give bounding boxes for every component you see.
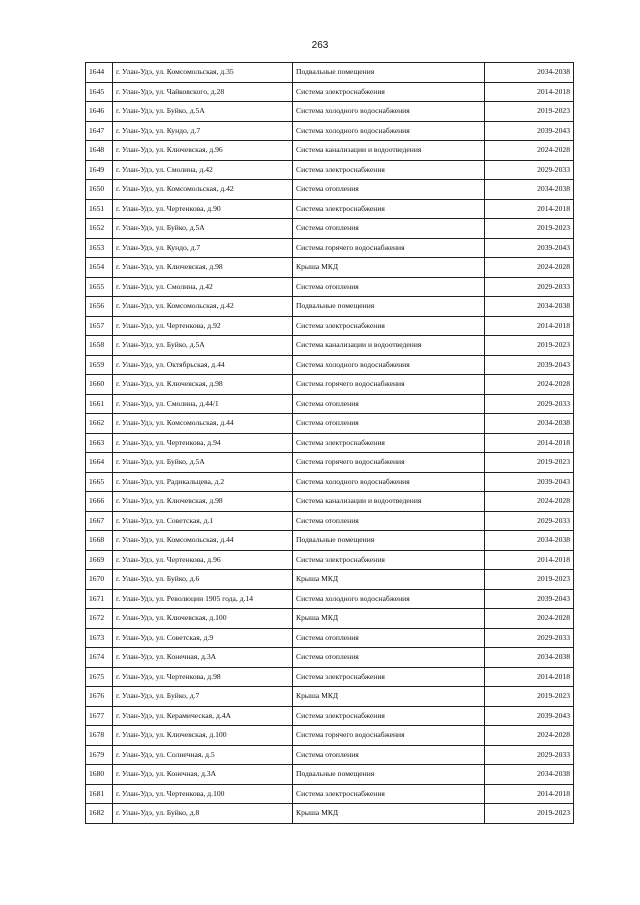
system-cell: Система отопления xyxy=(293,628,485,648)
table-row xyxy=(86,219,574,239)
period-cell: 2024-2028 xyxy=(485,609,574,629)
period-cell: 2039-2043 xyxy=(485,238,574,258)
row-number-cell: 1680 xyxy=(86,765,113,785)
system-cell: Крыша МКД xyxy=(293,804,485,824)
row-number-cell: 1660 xyxy=(86,375,113,395)
system-cell: Крыша МКД xyxy=(293,609,485,629)
period-cell: 2019-2023 xyxy=(485,219,574,239)
address-cell: г. Улан-Удэ, ул. Буйко, д.5А xyxy=(113,336,293,356)
table-row xyxy=(86,297,574,317)
row-number-cell: 1681 xyxy=(86,784,113,804)
address-cell: г. Улан-Удэ, ул. Буйко, д.6 xyxy=(113,570,293,590)
address-cell: г. Улан-Удэ, ул. Смолина, д.42 xyxy=(113,160,293,180)
table-row xyxy=(86,628,574,648)
system-cell: Система горячего водоснабжения xyxy=(293,453,485,473)
address-cell: г. Улан-Удэ, ул. Ключевская, д.98 xyxy=(113,375,293,395)
period-cell: 2024-2028 xyxy=(485,258,574,278)
address-cell: г. Улан-Удэ, ул. Чертенкова, д.94 xyxy=(113,433,293,453)
period-cell: 2034-2038 xyxy=(485,414,574,434)
system-cell: Система отопления xyxy=(293,219,485,239)
table-row xyxy=(86,550,574,570)
system-cell: Система отопления xyxy=(293,277,485,297)
system-cell: Система горячего водоснабжения xyxy=(293,238,485,258)
table-row xyxy=(86,141,574,161)
address-cell: г. Улан-Удэ, ул. Комсомольская, д.44 xyxy=(113,531,293,551)
table-row xyxy=(86,765,574,785)
address-cell: г. Улан-Удэ, ул. Конечная, д.3А xyxy=(113,765,293,785)
table-row xyxy=(86,336,574,356)
row-number-cell: 1658 xyxy=(86,336,113,356)
period-cell: 2034-2038 xyxy=(485,648,574,668)
system-cell: Система горячего водоснабжения xyxy=(293,375,485,395)
table-row xyxy=(86,570,574,590)
table-row xyxy=(86,316,574,336)
row-number-cell: 1659 xyxy=(86,355,113,375)
repair-schedule-table xyxy=(85,62,574,824)
period-cell: 2019-2023 xyxy=(485,102,574,122)
system-cell: Подвальные помещения xyxy=(293,63,485,83)
address-cell: г. Улан-Удэ, ул. Буйко, д.5А xyxy=(113,453,293,473)
address-cell: г. Улан-Удэ, ул. Советская, д.1 xyxy=(113,511,293,531)
period-cell: 2029-2033 xyxy=(485,277,574,297)
row-number-cell: 1670 xyxy=(86,570,113,590)
row-number-cell: 1648 xyxy=(86,141,113,161)
period-cell: 2014-2018 xyxy=(485,82,574,102)
table-row xyxy=(86,414,574,434)
address-cell: г. Улан-Удэ, ул. Кундо, д.7 xyxy=(113,121,293,141)
address-cell: г. Улан-Удэ, ул. Чертенкова, д.96 xyxy=(113,550,293,570)
row-number-cell: 1646 xyxy=(86,102,113,122)
table-row xyxy=(86,394,574,414)
row-number-cell: 1661 xyxy=(86,394,113,414)
row-number-cell: 1656 xyxy=(86,297,113,317)
row-number-cell: 1645 xyxy=(86,82,113,102)
table-row xyxy=(86,453,574,473)
row-number-cell: 1679 xyxy=(86,745,113,765)
period-cell: 2039-2043 xyxy=(485,472,574,492)
system-cell: Система холодного водоснабжения xyxy=(293,472,485,492)
row-number-cell: 1644 xyxy=(86,63,113,83)
row-number-cell: 1675 xyxy=(86,667,113,687)
period-cell: 2019-2023 xyxy=(485,453,574,473)
system-cell: Система канализации и водоотведения xyxy=(293,141,485,161)
row-number-cell: 1668 xyxy=(86,531,113,551)
table-row xyxy=(86,277,574,297)
system-cell: Система электроснабжения xyxy=(293,550,485,570)
period-cell: 2034-2038 xyxy=(485,297,574,317)
row-number-cell: 1678 xyxy=(86,726,113,746)
address-cell: г. Улан-Удэ, ул. Чертенкова, д.100 xyxy=(113,784,293,804)
address-cell: г. Улан-Удэ, ул. Комсомольская, д.42 xyxy=(113,297,293,317)
table-row xyxy=(86,784,574,804)
address-cell: г. Улан-Удэ, ул. Чертенкова, д.98 xyxy=(113,667,293,687)
row-number-cell: 1649 xyxy=(86,160,113,180)
system-cell: Система отопления xyxy=(293,648,485,668)
system-cell: Система отопления xyxy=(293,511,485,531)
period-cell: 2014-2018 xyxy=(485,550,574,570)
table-row xyxy=(86,199,574,219)
address-cell: г. Улан-Удэ, ул. Радикальцева, д.2 xyxy=(113,472,293,492)
table-row xyxy=(86,375,574,395)
table-row xyxy=(86,492,574,512)
row-number-cell: 1669 xyxy=(86,550,113,570)
address-cell: г. Улан-Удэ, ул. Чайковского, д.28 xyxy=(113,82,293,102)
address-cell: г. Улан-Удэ, ул. Ключевская, д.100 xyxy=(113,609,293,629)
system-cell: Подвальные помещения xyxy=(293,531,485,551)
system-cell: Система отопления xyxy=(293,414,485,434)
period-cell: 2024-2028 xyxy=(485,726,574,746)
row-number-cell: 1662 xyxy=(86,414,113,434)
row-number-cell: 1666 xyxy=(86,492,113,512)
system-cell: Система электроснабжения xyxy=(293,433,485,453)
period-cell: 2039-2043 xyxy=(485,121,574,141)
period-cell: 2019-2023 xyxy=(485,570,574,590)
row-number-cell: 1676 xyxy=(86,687,113,707)
row-number-cell: 1653 xyxy=(86,238,113,258)
table-row xyxy=(86,102,574,122)
row-number-cell: 1665 xyxy=(86,472,113,492)
table-row xyxy=(86,238,574,258)
table-row xyxy=(86,745,574,765)
system-cell: Система отопления xyxy=(293,745,485,765)
period-cell: 2014-2018 xyxy=(485,199,574,219)
system-cell: Система канализации и водоотведения xyxy=(293,336,485,356)
row-number-cell: 1672 xyxy=(86,609,113,629)
row-number-cell: 1651 xyxy=(86,199,113,219)
system-cell: Система холодного водоснабжения xyxy=(293,355,485,375)
period-cell: 2019-2023 xyxy=(485,804,574,824)
table-row xyxy=(86,804,574,824)
row-number-cell: 1655 xyxy=(86,277,113,297)
period-cell: 2014-2018 xyxy=(485,667,574,687)
period-cell: 2014-2018 xyxy=(485,784,574,804)
address-cell: г. Улан-Удэ, ул. Буйко, д.8 xyxy=(113,804,293,824)
system-cell: Система холодного водоснабжения xyxy=(293,102,485,122)
row-number-cell: 1682 xyxy=(86,804,113,824)
address-cell: г. Улан-Удэ, ул. Кундо, д.7 xyxy=(113,238,293,258)
system-cell: Система холодного водоснабжения xyxy=(293,121,485,141)
table-row xyxy=(86,180,574,200)
address-cell: г. Улан-Удэ, ул. Буйко, д.5А xyxy=(113,102,293,122)
period-cell: 2029-2033 xyxy=(485,628,574,648)
period-cell: 2034-2038 xyxy=(485,765,574,785)
row-number-cell: 1663 xyxy=(86,433,113,453)
address-cell: г. Улан-Удэ, ул. Советская, д.9 xyxy=(113,628,293,648)
table-row xyxy=(86,160,574,180)
period-cell: 2019-2023 xyxy=(485,687,574,707)
address-cell: г. Улан-Удэ, ул. Буйко, д.7 xyxy=(113,687,293,707)
system-cell: Система электроснабжения xyxy=(293,706,485,726)
system-cell: Подвальные помещения xyxy=(293,765,485,785)
system-cell: Подвальные помещения xyxy=(293,297,485,317)
system-cell: Система отопления xyxy=(293,394,485,414)
period-cell: 2034-2038 xyxy=(485,63,574,83)
row-number-cell: 1667 xyxy=(86,511,113,531)
row-number-cell: 1654 xyxy=(86,258,113,278)
row-number-cell: 1647 xyxy=(86,121,113,141)
address-cell: г. Улан-Удэ, ул. Ключевская, д.98 xyxy=(113,258,293,278)
period-cell: 2039-2043 xyxy=(485,589,574,609)
address-cell: г. Улан-Удэ, ул. Октябрьская, д.44 xyxy=(113,355,293,375)
address-cell: г. Улан-Удэ, ул. Конечная, д.3А xyxy=(113,648,293,668)
period-cell: 2024-2028 xyxy=(485,492,574,512)
table-row xyxy=(86,355,574,375)
address-cell: г. Улан-Удэ, ул. Ключевская, д.96 xyxy=(113,141,293,161)
period-cell: 2029-2033 xyxy=(485,511,574,531)
table-row xyxy=(86,82,574,102)
system-cell: Система электроснабжения xyxy=(293,667,485,687)
system-cell: Система канализации и водоотведения xyxy=(293,492,485,512)
address-cell: г. Улан-Удэ, ул. Комсомольская, д.42 xyxy=(113,180,293,200)
table-row xyxy=(86,589,574,609)
table-row xyxy=(86,433,574,453)
address-cell: г. Улан-Удэ, ул. Ключевская, д.98 xyxy=(113,492,293,512)
row-number-cell: 1673 xyxy=(86,628,113,648)
table-row xyxy=(86,258,574,278)
period-cell: 2039-2043 xyxy=(485,706,574,726)
period-cell: 2014-2018 xyxy=(485,433,574,453)
row-number-cell: 1650 xyxy=(86,180,113,200)
period-cell: 2019-2023 xyxy=(485,336,574,356)
system-cell: Система отопления xyxy=(293,180,485,200)
table-row xyxy=(86,609,574,629)
period-cell: 2029-2033 xyxy=(485,394,574,414)
address-cell: г. Улан-Удэ, ул. Буйко, д.5А xyxy=(113,219,293,239)
table-body xyxy=(86,63,574,824)
period-cell: 2029-2033 xyxy=(485,745,574,765)
table-row xyxy=(86,667,574,687)
system-cell: Система электроснабжения xyxy=(293,160,485,180)
row-number-cell: 1677 xyxy=(86,706,113,726)
period-cell: 2034-2038 xyxy=(485,531,574,551)
address-cell: г. Улан-Удэ, ул. Комсомольская, д.44 xyxy=(113,414,293,434)
address-cell: г. Улан-Удэ, ул. Солнечная, д.5 xyxy=(113,745,293,765)
period-cell: 2029-2033 xyxy=(485,160,574,180)
system-cell: Система электроснабжения xyxy=(293,316,485,336)
period-cell: 2034-2038 xyxy=(485,180,574,200)
table-row xyxy=(86,687,574,707)
address-cell: г. Улан-Удэ, ул. Смолина, д.42 xyxy=(113,277,293,297)
table-row xyxy=(86,531,574,551)
system-cell: Система электроснабжения xyxy=(293,784,485,804)
period-cell: 2024-2028 xyxy=(485,141,574,161)
table-row xyxy=(86,63,574,83)
system-cell: Крыша МКД xyxy=(293,258,485,278)
table-row xyxy=(86,706,574,726)
address-cell: г. Улан-Удэ, ул. Чертенкова, д.90 xyxy=(113,199,293,219)
period-cell: 2039-2043 xyxy=(485,355,574,375)
system-cell: Система холодного водоснабжения xyxy=(293,589,485,609)
row-number-cell: 1671 xyxy=(86,589,113,609)
system-cell: Крыша МКД xyxy=(293,570,485,590)
system-cell: Система электроснабжения xyxy=(293,199,485,219)
row-number-cell: 1674 xyxy=(86,648,113,668)
row-number-cell: 1657 xyxy=(86,316,113,336)
system-cell: Система горячего водоснабжения xyxy=(293,726,485,746)
address-cell: г. Улан-Удэ, ул. Ключевская, д.100 xyxy=(113,726,293,746)
table-row xyxy=(86,121,574,141)
table-row xyxy=(86,648,574,668)
table-row xyxy=(86,511,574,531)
table-row xyxy=(86,472,574,492)
address-cell: г. Улан-Удэ, ул. Керамическая, д.4А xyxy=(113,706,293,726)
system-cell: Система электроснабжения xyxy=(293,82,485,102)
period-cell: 2014-2018 xyxy=(485,316,574,336)
table-row xyxy=(86,726,574,746)
address-cell: г. Улан-Удэ, ул. Смолина, д.44/1 xyxy=(113,394,293,414)
period-cell: 2024-2028 xyxy=(485,375,574,395)
page-number: 263 xyxy=(311,40,329,51)
address-cell: г. Улан-Удэ, ул. Чертенкова, д.92 xyxy=(113,316,293,336)
system-cell: Крыша МКД xyxy=(293,687,485,707)
row-number-cell: 1652 xyxy=(86,219,113,239)
address-cell: г. Улан-Удэ, ул. Комсомольская, д.35 xyxy=(113,63,293,83)
row-number-cell: 1664 xyxy=(86,453,113,473)
address-cell: г. Улан-Удэ, ул. Революции 1905 года, д.14 xyxy=(113,589,293,609)
